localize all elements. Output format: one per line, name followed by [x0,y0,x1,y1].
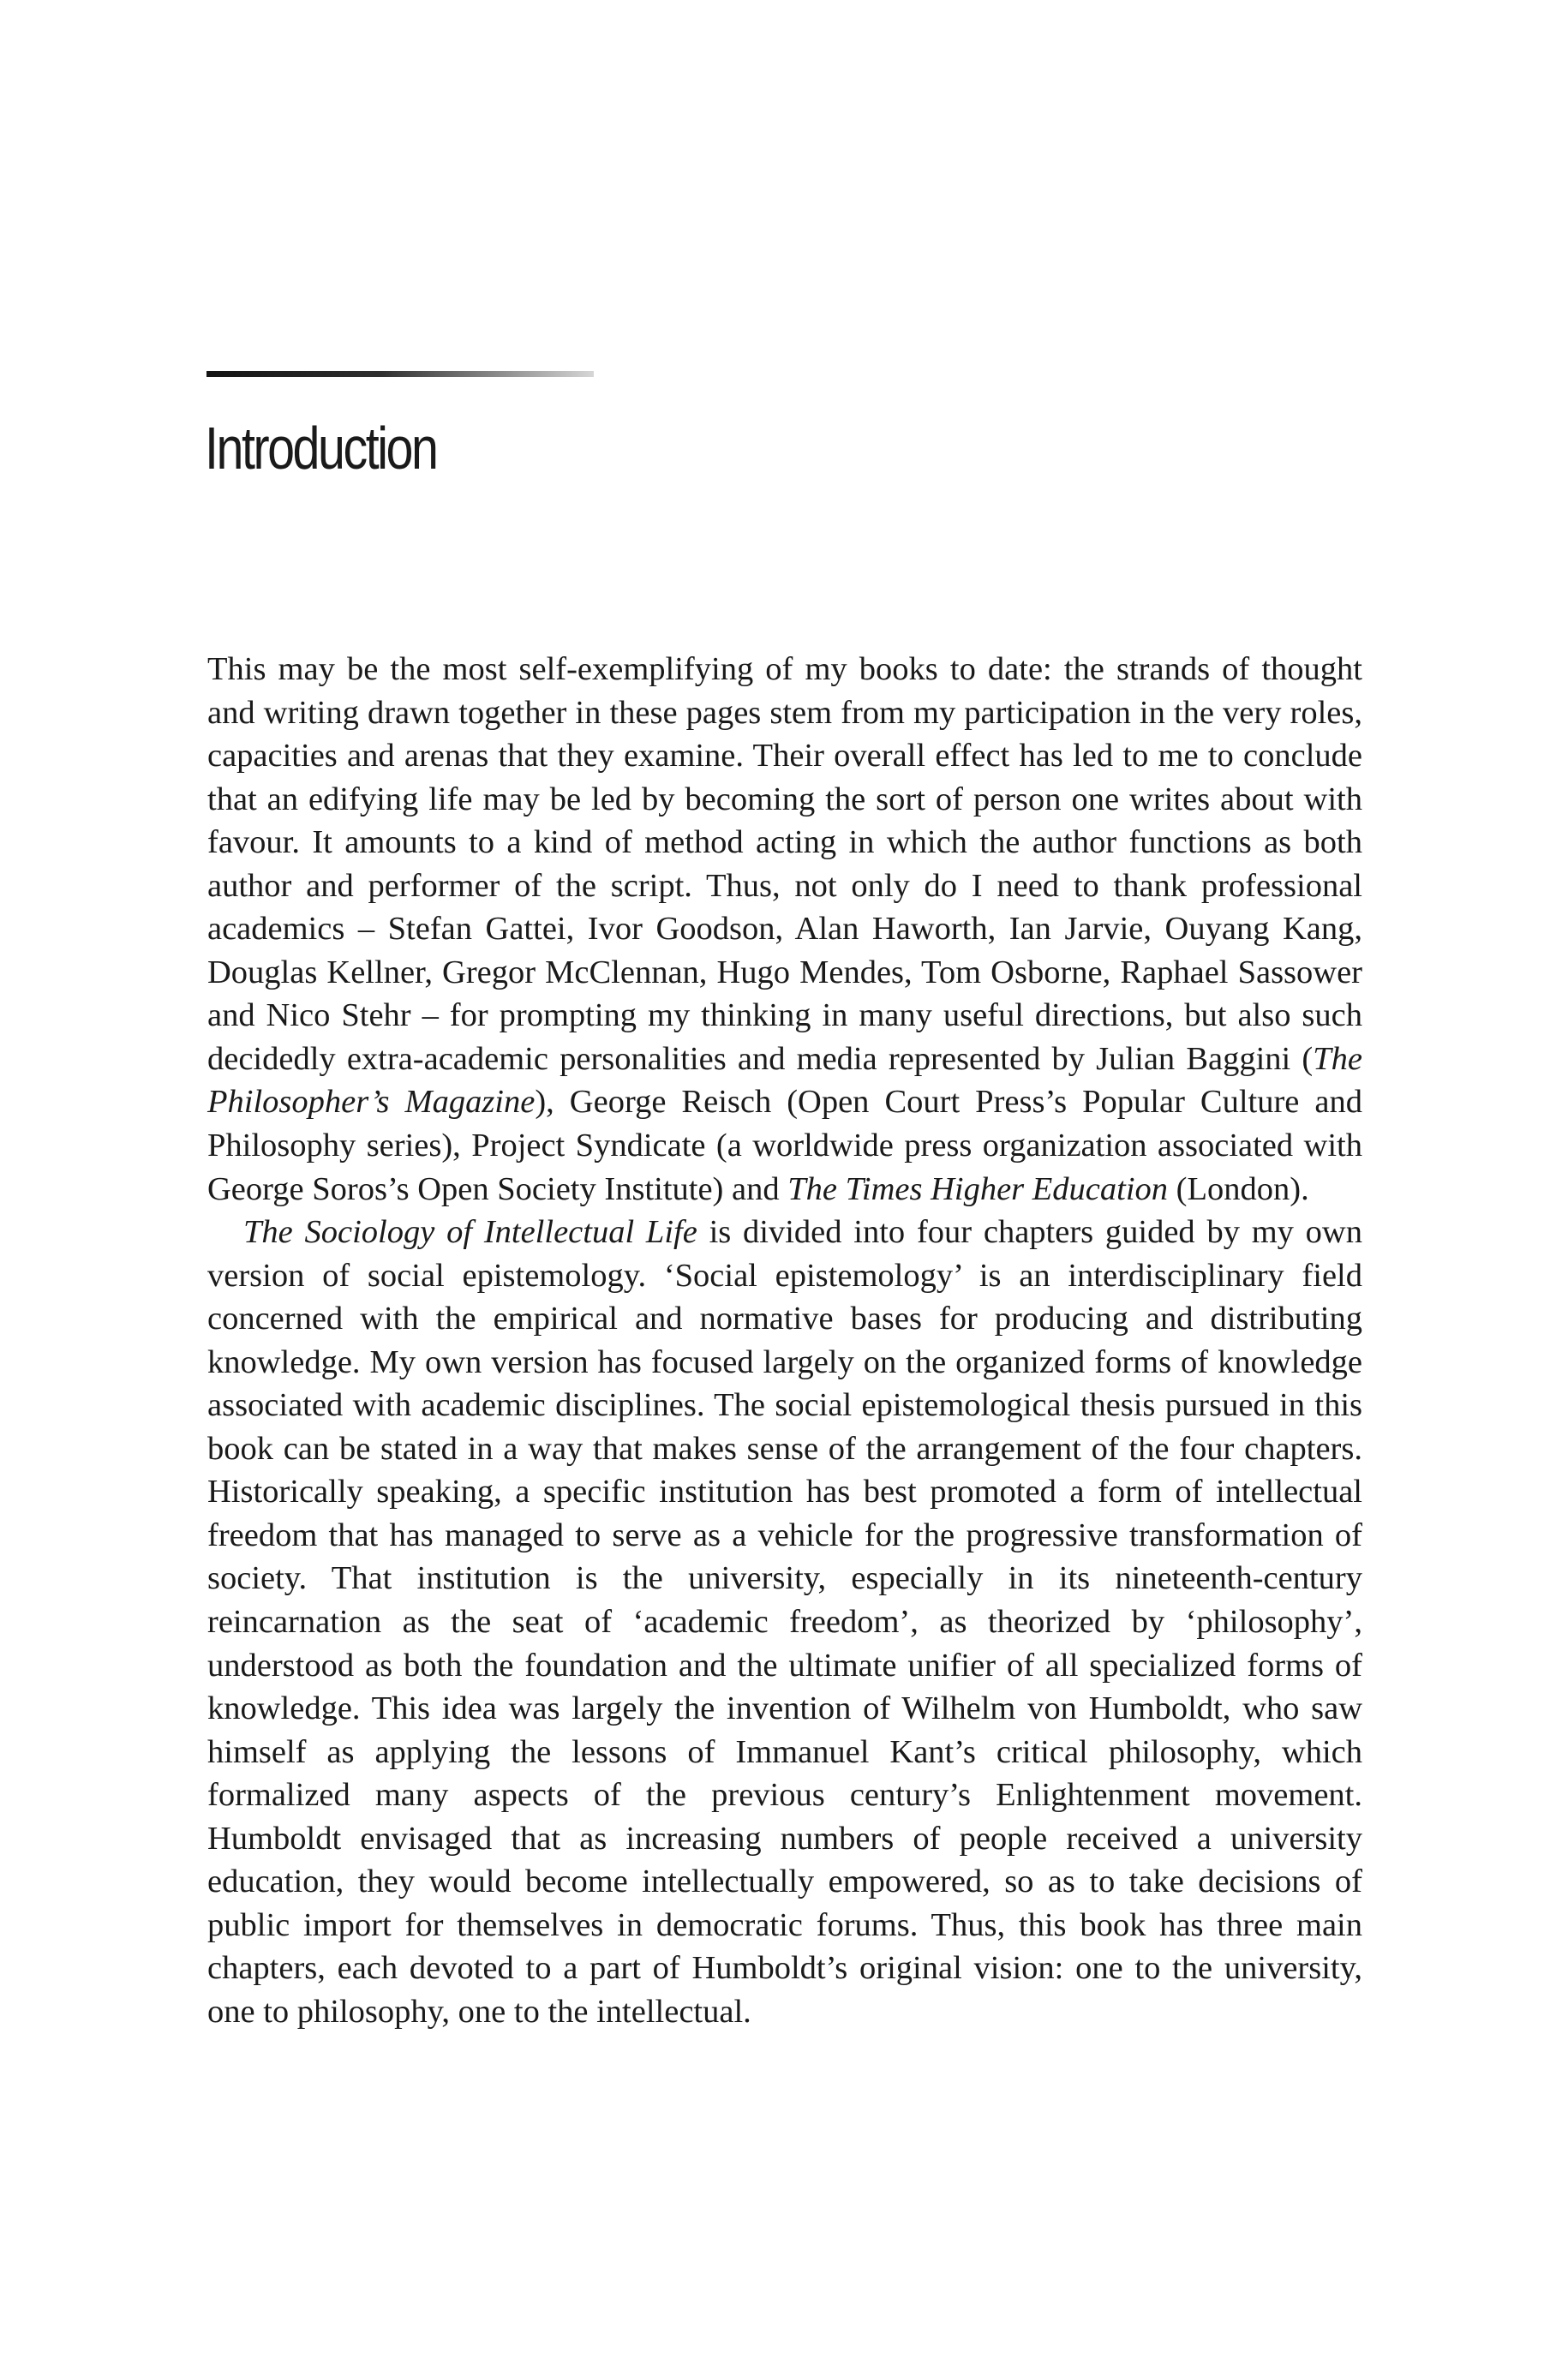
chapter-title-rule [206,371,594,377]
italic-title: The Philosopher’s Magazine [207,1040,1362,1121]
text-segment: (London). [1168,1170,1309,1207]
text-segment: This may be the most self-exemplifying of my books to date: the strands of thought and writing drawn together in these pages stem from my participation in the very roles, capacities and arenas that they examine. Their overall effect has led to me to conclude that an edifying life may be led by becoming the sort of person one writes about with favour. It amounts to a kind of method acting in which the author functions as both author and performer of the script. Thus, not only do I need to thank professional academics – Stefan Gattei, Ivor Goodson, Alan Haworth, Ian Jarvie, Ouyang Kang, Douglas Kellner, Gregor McClennan, Hugo Mendes, Tom Osborne, Raphael Sassower and Nico Stehr – for prompting my thinking in many useful directions, but also such decidedly extra-academic personalities and media represented by Julian Baggini ( [207,651,1362,1077]
body-text [207,648,1362,2034]
paragraph [207,648,1362,1211]
paragraph [207,1211,1362,2033]
chapter-title: Introduction [205,415,437,482]
text-segment: is divided into four chapters guided by my own version of social epistemology. ‘Social epistemology’ is an interdisciplinary field concerned with the empirical and normative bases for producing and distributing knowledge. My own version has focused largely on the organized forms of knowledge associated with academic disciplines. The social epistemological thesis pursued in this book can be stated in a way that makes sense of the arrangement of the four chapters. Historically speaking, a specific institution has best promoted a form of intellectual freedom that has managed to serve as a vehicle for the progressive transformation of society. That institution is the university, especially in its nineteenth-century reincarnation as the seat of ‘academic freedom’, as theorized by ‘philosophy’, understood as both the foundation and the ultimate unifier of all specialized forms of knowledge. This idea was largely the invention of Wilhelm von Humboldt, who saw himself as applying the lessons of Immanuel Kant’s critical philosophy, which formalized many aspects of the previous century’s Enlightenment movement. Humboldt envisaged that as increasing numbers of people received a university education, they would become intellectually empowered, so as to take decisions of public import for themselves in democratic forums. Thus, this book has three main chapters, each devoted to a part of Humboldt’s original vision: one to the university, one to philosophy, one to the intellectual. [207,1214,1362,2030]
italic-title: The Times Higher Education [787,1170,1169,1207]
text-segment: ), George Reisch (Open Court Press’s Popular Culture and Philosophy series), Project Syndicate (a worldwide press organization associated with George Soros’s Open Society Institute) and [207,1084,1363,1207]
italic-title: The Sociology of Intellectual Life [243,1214,697,1251]
